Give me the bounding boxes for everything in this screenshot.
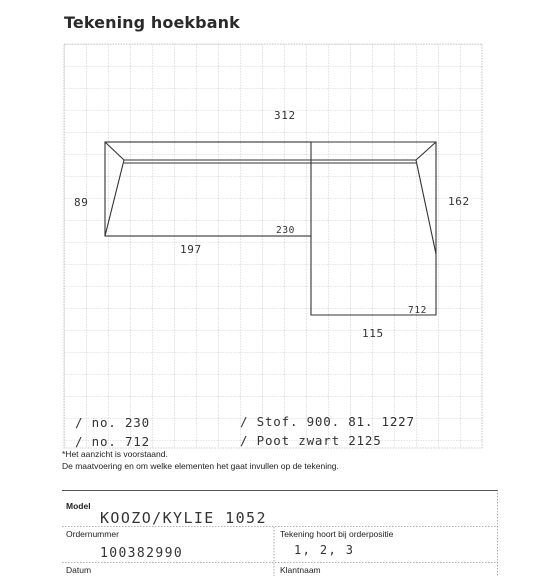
element-note-1: / no. 230 [75,415,150,430]
page-title: Tekening hoekbank [64,13,240,32]
klantnaam-label: Klantnaam [280,565,321,575]
dimension-bottom-right-label: 115 [362,327,384,340]
note-view-direction: *Het aanzicht is voorstaand. [62,449,168,459]
dimension-right-label: 162 [448,195,470,208]
dimension-bottom-left-label: 197 [180,243,202,256]
dimension-top-label: 312 [274,109,296,122]
element-note-3: / Stof. 900. 81. 1227 [240,414,415,429]
datum-label: Datum [66,565,92,575]
ordernummer-label: Ordernummer [66,529,119,539]
orderpositie-value[interactable]: 1, 2, 3 [294,543,355,557]
model-value[interactable]: KOOZO/KYLIE 1052 [100,509,267,527]
ordernummer-value[interactable]: 100382990 [100,546,184,561]
model-label: Model [66,501,91,511]
dimension-inner-label: 230 [276,225,295,236]
order-form [62,490,498,576]
orderpositie-label: Tekening hoort bij orderpositie [280,529,394,539]
grid-paper [64,44,482,448]
element-note-4: / Poot zwart 2125 [240,433,382,448]
dimension-left-label: 89 [74,196,89,209]
element-note-2: / no. 712 [75,434,150,449]
note-instructions: De maatvoering en om welke elementen het gaat invullen op de tekening. [62,461,339,471]
dimension-corner-label: 712 [408,305,427,316]
